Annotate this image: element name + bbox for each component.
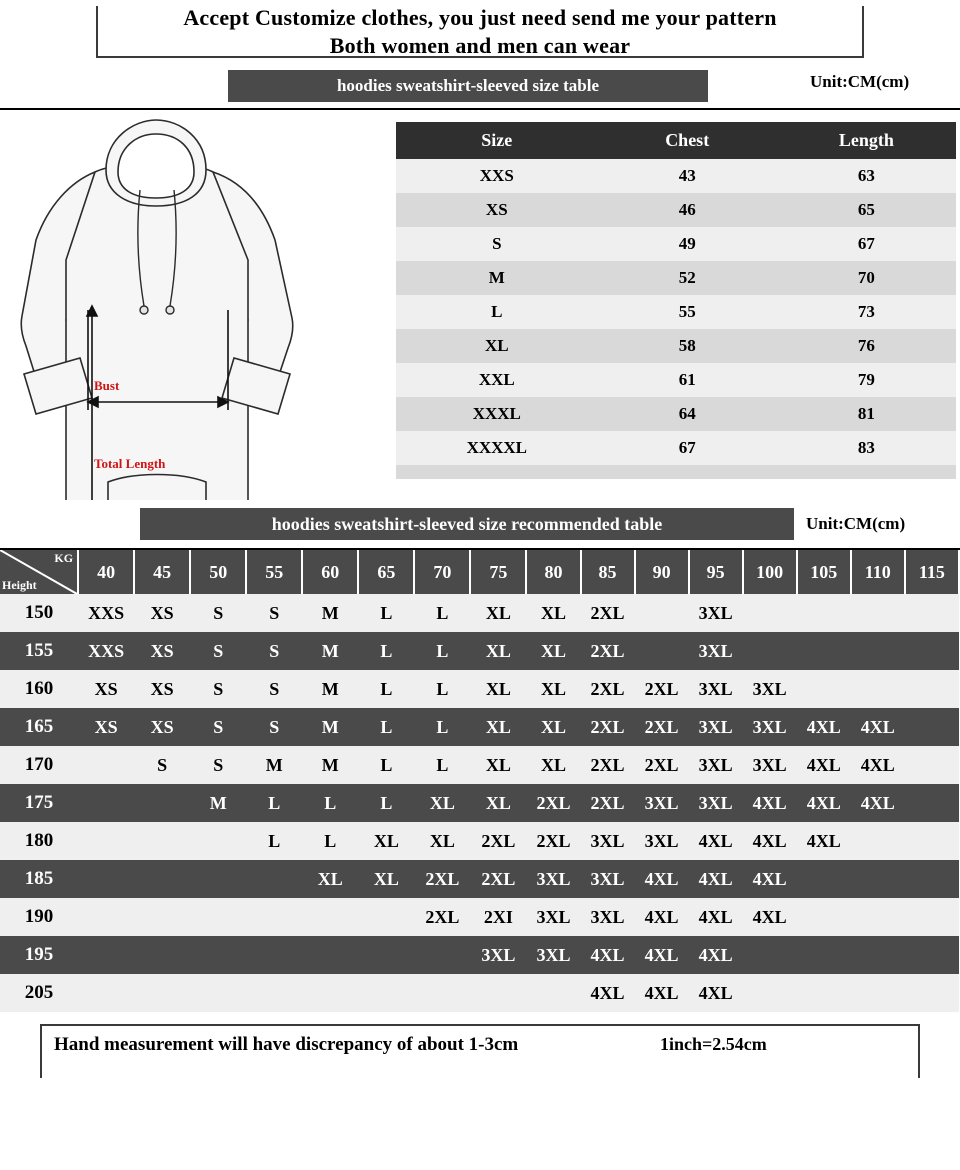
size-cell: 3XL bbox=[635, 822, 689, 860]
table-row bbox=[396, 329, 956, 363]
size-cell: 3XL bbox=[581, 860, 635, 898]
size-table-title-band: hoodies sweatshirt-sleeved size table bbox=[228, 70, 708, 102]
size-cell: L bbox=[414, 670, 470, 708]
size-cell: M bbox=[302, 594, 358, 632]
height-cell: 185 bbox=[0, 860, 78, 898]
size-cell bbox=[78, 860, 134, 898]
size-cell bbox=[743, 974, 797, 1012]
chest-cell: 67 bbox=[598, 431, 777, 465]
size-table-title-row bbox=[0, 66, 960, 108]
size-cell: 4XL bbox=[689, 898, 743, 936]
size-cell: 2XL bbox=[581, 746, 635, 784]
size-cell: 2XL bbox=[470, 822, 526, 860]
size-cell: XS bbox=[134, 632, 190, 670]
size-cell: 4XL bbox=[689, 936, 743, 974]
size-cell bbox=[851, 860, 905, 898]
size-cell bbox=[851, 822, 905, 860]
size-cell: S bbox=[246, 594, 302, 632]
hoodie-illustration bbox=[0, 110, 390, 500]
size-cell: 3XL bbox=[526, 860, 580, 898]
chest-cell: 64 bbox=[598, 397, 777, 431]
length-cell: 73 bbox=[777, 295, 956, 329]
size-cell: 2XL bbox=[414, 898, 470, 936]
size-cell: 2XL bbox=[635, 670, 689, 708]
size-cell bbox=[797, 860, 851, 898]
size-cell: 2XL bbox=[526, 784, 580, 822]
size-cell bbox=[190, 822, 246, 860]
weight-header-cell: 90 bbox=[635, 550, 689, 594]
length-cell: 76 bbox=[777, 329, 956, 363]
table-row bbox=[0, 746, 959, 784]
size-cell bbox=[905, 632, 959, 670]
size-cell: XS bbox=[134, 708, 190, 746]
size-cell: S bbox=[134, 746, 190, 784]
size-cell: 4XL bbox=[689, 860, 743, 898]
chest-cell: 49 bbox=[598, 227, 777, 261]
size-cell: 4XL bbox=[797, 784, 851, 822]
size-cell bbox=[797, 974, 851, 1012]
table-row bbox=[0, 594, 959, 632]
size-cell bbox=[78, 784, 134, 822]
size-cell bbox=[797, 594, 851, 632]
size-cell: XS bbox=[396, 193, 598, 227]
recommend-table bbox=[0, 550, 960, 1012]
size-cell bbox=[134, 860, 190, 898]
table-row bbox=[0, 784, 959, 822]
size-cell: L bbox=[396, 295, 598, 329]
footer-conversion: 1inch=2.54cm bbox=[660, 1034, 767, 1054]
length-cell: 67 bbox=[777, 227, 956, 261]
size-cell: 2XL bbox=[470, 860, 526, 898]
size-cell: M bbox=[190, 784, 246, 822]
size-cell bbox=[743, 632, 797, 670]
length-cell: 65 bbox=[777, 193, 956, 227]
chest-cell: 52 bbox=[598, 261, 777, 295]
weight-header-cell: 45 bbox=[134, 550, 190, 594]
size-cell: XL bbox=[526, 708, 580, 746]
size-cell: S bbox=[190, 746, 246, 784]
size-cell bbox=[134, 974, 190, 1012]
size-cell: S bbox=[246, 708, 302, 746]
size-cell bbox=[905, 594, 959, 632]
size-cell bbox=[905, 822, 959, 860]
table-row bbox=[0, 632, 959, 670]
size-cell bbox=[134, 936, 190, 974]
size-cell: XXL bbox=[396, 363, 598, 397]
size-cell bbox=[190, 860, 246, 898]
weight-header-cell: 80 bbox=[526, 550, 580, 594]
size-table-col-length: Length bbox=[777, 122, 956, 159]
table-row bbox=[0, 822, 959, 860]
weight-header-cell: 55 bbox=[246, 550, 302, 594]
size-table-unit-label: Unit:CM(cm) bbox=[810, 72, 910, 91]
table-row bbox=[0, 936, 959, 974]
size-cell: XXXL bbox=[396, 397, 598, 431]
length-cell: 83 bbox=[777, 431, 956, 465]
footer bbox=[0, 1012, 960, 1082]
size-cell: XL bbox=[470, 670, 526, 708]
size-cell: 2XL bbox=[581, 784, 635, 822]
size-cell: 2XL bbox=[581, 632, 635, 670]
height-cell: 150 bbox=[0, 594, 78, 632]
length-cell: 70 bbox=[777, 261, 956, 295]
size-cell: L bbox=[414, 632, 470, 670]
size-cell: 2XL bbox=[526, 822, 580, 860]
size-cell: 3XL bbox=[526, 898, 580, 936]
size-cell bbox=[246, 898, 302, 936]
size-cell: 4XL bbox=[797, 822, 851, 860]
height-cell: 205 bbox=[0, 974, 78, 1012]
axis-label-height: Height bbox=[2, 578, 37, 592]
size-cell bbox=[743, 594, 797, 632]
size-cell: XL bbox=[414, 822, 470, 860]
size-cell bbox=[78, 936, 134, 974]
size-cell: 3XL bbox=[470, 936, 526, 974]
size-cell: 3XL bbox=[743, 708, 797, 746]
size-cell bbox=[851, 898, 905, 936]
size-cell: 3XL bbox=[689, 670, 743, 708]
size-cell: 4XL bbox=[635, 936, 689, 974]
size-cell: 2XL bbox=[581, 594, 635, 632]
size-table-header-row bbox=[396, 122, 956, 159]
size-cell: XS bbox=[78, 670, 134, 708]
size-cell: S bbox=[190, 594, 246, 632]
table-row bbox=[396, 159, 956, 193]
size-cell: S bbox=[246, 670, 302, 708]
chest-cell: 61 bbox=[598, 363, 777, 397]
size-cell: M bbox=[396, 261, 598, 295]
size-cell: L bbox=[358, 594, 414, 632]
header-line-1: Accept Customize clothes, you just need send me your pattern bbox=[183, 5, 777, 30]
chest-cell: 46 bbox=[598, 193, 777, 227]
size-cell: XL bbox=[470, 746, 526, 784]
size-cell: L bbox=[358, 670, 414, 708]
size-cell: 4XL bbox=[797, 746, 851, 784]
size-cell: M bbox=[246, 746, 302, 784]
height-cell: 165 bbox=[0, 708, 78, 746]
axis-corner-cell bbox=[0, 550, 78, 594]
size-cell bbox=[358, 936, 414, 974]
size-cell bbox=[851, 936, 905, 974]
size-cell bbox=[797, 632, 851, 670]
size-cell bbox=[78, 746, 134, 784]
size-cell bbox=[905, 784, 959, 822]
size-cell: S bbox=[190, 708, 246, 746]
size-cell: M bbox=[302, 708, 358, 746]
size-cell: 2XI bbox=[470, 898, 526, 936]
table-row bbox=[0, 898, 959, 936]
size-cell bbox=[797, 670, 851, 708]
size-cell: L bbox=[358, 708, 414, 746]
table-row bbox=[396, 295, 956, 329]
chest-cell: 43 bbox=[598, 159, 777, 193]
table-row bbox=[396, 363, 956, 397]
size-cell: 4XL bbox=[743, 898, 797, 936]
table-row bbox=[0, 670, 959, 708]
size-cell: 2XL bbox=[414, 860, 470, 898]
size-cell: S bbox=[246, 632, 302, 670]
weight-header-cell: 65 bbox=[358, 550, 414, 594]
hoodie-svg bbox=[0, 110, 390, 500]
size-cell: 3XL bbox=[526, 936, 580, 974]
size-cell: 4XL bbox=[851, 708, 905, 746]
weight-header-cell: 85 bbox=[581, 550, 635, 594]
size-cell: XXXXL bbox=[396, 431, 598, 465]
size-cell bbox=[78, 898, 134, 936]
weight-header-cell: 60 bbox=[302, 550, 358, 594]
size-cell: L bbox=[302, 822, 358, 860]
size-cell: S bbox=[190, 632, 246, 670]
table-row bbox=[0, 708, 959, 746]
axis-label-kg: KG bbox=[54, 551, 74, 565]
size-cell: XL bbox=[396, 329, 598, 363]
size-cell: L bbox=[246, 822, 302, 860]
size-cell: 4XL bbox=[689, 822, 743, 860]
size-cell bbox=[302, 936, 358, 974]
size-cell bbox=[635, 594, 689, 632]
size-cell: XL bbox=[414, 784, 470, 822]
weight-header-cell: 110 bbox=[851, 550, 905, 594]
chest-cell: 58 bbox=[598, 329, 777, 363]
size-cell: XL bbox=[526, 746, 580, 784]
height-cell: 155 bbox=[0, 632, 78, 670]
size-cell bbox=[358, 898, 414, 936]
recommend-section bbox=[0, 550, 960, 1012]
size-cell bbox=[358, 974, 414, 1012]
recommend-unit-label: Unit:CM(cm) bbox=[806, 514, 906, 533]
weight-header-cell: 75 bbox=[470, 550, 526, 594]
size-cell: XS bbox=[134, 670, 190, 708]
size-cell bbox=[851, 632, 905, 670]
weight-header-cell: 40 bbox=[78, 550, 134, 594]
size-cell: S bbox=[190, 670, 246, 708]
header-line-2: Both women and men can wear bbox=[329, 33, 631, 58]
size-cell: 4XL bbox=[635, 974, 689, 1012]
size-table bbox=[396, 122, 956, 479]
height-cell: 195 bbox=[0, 936, 78, 974]
height-cell: 170 bbox=[0, 746, 78, 784]
table-row bbox=[396, 431, 956, 465]
height-cell: 180 bbox=[0, 822, 78, 860]
size-cell: 3XL bbox=[581, 822, 635, 860]
size-cell bbox=[190, 974, 246, 1012]
size-cell bbox=[414, 936, 470, 974]
size-cell: XL bbox=[526, 632, 580, 670]
size-cell bbox=[905, 670, 959, 708]
table-row bbox=[396, 397, 956, 431]
size-cell bbox=[797, 936, 851, 974]
size-cell: XL bbox=[470, 594, 526, 632]
size-cell: 2XL bbox=[635, 746, 689, 784]
size-cell bbox=[905, 936, 959, 974]
size-cell: L bbox=[358, 784, 414, 822]
size-cell bbox=[78, 822, 134, 860]
size-cell bbox=[470, 974, 526, 1012]
size-cell: 4XL bbox=[635, 898, 689, 936]
size-cell: XL bbox=[526, 670, 580, 708]
size-cell: XL bbox=[358, 822, 414, 860]
size-cell: 4XL bbox=[581, 974, 635, 1012]
weight-header-cell: 115 bbox=[905, 550, 959, 594]
size-cell: XL bbox=[302, 860, 358, 898]
height-cell: 175 bbox=[0, 784, 78, 822]
size-cell: 4XL bbox=[743, 784, 797, 822]
table-row bbox=[0, 860, 959, 898]
weight-header-cell: 50 bbox=[190, 550, 246, 594]
recommend-header-row bbox=[0, 550, 959, 594]
size-cell: 2XL bbox=[635, 708, 689, 746]
size-cell: XL bbox=[526, 594, 580, 632]
size-cell bbox=[905, 860, 959, 898]
size-cell bbox=[134, 784, 190, 822]
size-cell: XS bbox=[78, 708, 134, 746]
size-cell bbox=[134, 822, 190, 860]
size-table-col-chest: Chest bbox=[598, 122, 777, 159]
size-cell: L bbox=[358, 746, 414, 784]
total-length-measure-label: Total Length bbox=[94, 456, 166, 471]
size-cell bbox=[635, 632, 689, 670]
size-cell: 4XL bbox=[689, 974, 743, 1012]
size-cell: L bbox=[358, 632, 414, 670]
size-cell: XXS bbox=[78, 632, 134, 670]
size-cell bbox=[414, 974, 470, 1012]
size-cell bbox=[78, 974, 134, 1012]
height-cell: 160 bbox=[0, 670, 78, 708]
size-cell: L bbox=[414, 746, 470, 784]
size-cell: 3XL bbox=[743, 670, 797, 708]
size-cell bbox=[905, 974, 959, 1012]
size-cell: 4XL bbox=[851, 784, 905, 822]
size-cell: XL bbox=[358, 860, 414, 898]
size-cell: 3XL bbox=[689, 632, 743, 670]
length-cell: 81 bbox=[777, 397, 956, 431]
size-cell: M bbox=[302, 746, 358, 784]
size-cell: 3XL bbox=[689, 594, 743, 632]
size-cell: 2XL bbox=[581, 708, 635, 746]
size-cell bbox=[743, 936, 797, 974]
size-cell: 3XL bbox=[689, 784, 743, 822]
size-cell bbox=[851, 670, 905, 708]
size-cell bbox=[190, 936, 246, 974]
table-row bbox=[396, 261, 956, 295]
size-cell: S bbox=[396, 227, 598, 261]
size-cell: 4XL bbox=[851, 746, 905, 784]
table-row bbox=[0, 974, 959, 1012]
height-cell: 190 bbox=[0, 898, 78, 936]
size-cell: 4XL bbox=[797, 708, 851, 746]
size-cell: M bbox=[302, 670, 358, 708]
size-cell: XXS bbox=[396, 159, 598, 193]
size-cell: XL bbox=[470, 708, 526, 746]
recommend-title-row bbox=[0, 502, 960, 548]
size-table-footer-bar bbox=[396, 465, 956, 479]
size-cell: L bbox=[414, 594, 470, 632]
size-cell: 4XL bbox=[743, 860, 797, 898]
length-cell: 79 bbox=[777, 363, 956, 397]
size-cell: XL bbox=[470, 784, 526, 822]
weight-header-cell: 100 bbox=[743, 550, 797, 594]
size-cell: 4XL bbox=[743, 822, 797, 860]
size-cell bbox=[851, 594, 905, 632]
size-cell: L bbox=[302, 784, 358, 822]
length-cell: 63 bbox=[777, 159, 956, 193]
weight-header-cell: 105 bbox=[797, 550, 851, 594]
size-cell: M bbox=[302, 632, 358, 670]
size-cell: 3XL bbox=[743, 746, 797, 784]
size-cell: XL bbox=[470, 632, 526, 670]
size-cell: 3XL bbox=[581, 898, 635, 936]
size-cell: 3XL bbox=[635, 784, 689, 822]
table-row bbox=[396, 227, 956, 261]
size-cell: XXS bbox=[78, 594, 134, 632]
size-table-col-size: Size bbox=[396, 122, 598, 159]
size-cell bbox=[905, 746, 959, 784]
chest-cell: 55 bbox=[598, 295, 777, 329]
size-cell bbox=[246, 936, 302, 974]
size-cell bbox=[905, 898, 959, 936]
size-cell: L bbox=[414, 708, 470, 746]
size-cell bbox=[246, 974, 302, 1012]
size-cell: XS bbox=[134, 594, 190, 632]
size-cell bbox=[797, 898, 851, 936]
footer-note: Hand measurement will have discrepancy of about 1-3cm bbox=[54, 1034, 519, 1055]
size-cell: 4XL bbox=[581, 936, 635, 974]
size-cell bbox=[302, 898, 358, 936]
bust-measure-label: Bust bbox=[94, 378, 120, 393]
size-cell bbox=[246, 860, 302, 898]
size-cell: 4XL bbox=[635, 860, 689, 898]
upper-section bbox=[0, 110, 960, 502]
size-cell bbox=[302, 974, 358, 1012]
size-cell: L bbox=[246, 784, 302, 822]
size-cell bbox=[905, 708, 959, 746]
size-cell: 3XL bbox=[689, 746, 743, 784]
size-cell bbox=[134, 898, 190, 936]
size-cell bbox=[526, 974, 580, 1012]
weight-header-cell: 70 bbox=[414, 550, 470, 594]
size-cell bbox=[190, 898, 246, 936]
size-cell: 2XL bbox=[581, 670, 635, 708]
table-row bbox=[396, 193, 956, 227]
recommend-title-band: hoodies sweatshirt-sleeved size recommended table bbox=[140, 508, 794, 540]
weight-header-cell: 95 bbox=[689, 550, 743, 594]
size-cell: 3XL bbox=[689, 708, 743, 746]
size-cell bbox=[851, 974, 905, 1012]
header bbox=[0, 0, 960, 66]
